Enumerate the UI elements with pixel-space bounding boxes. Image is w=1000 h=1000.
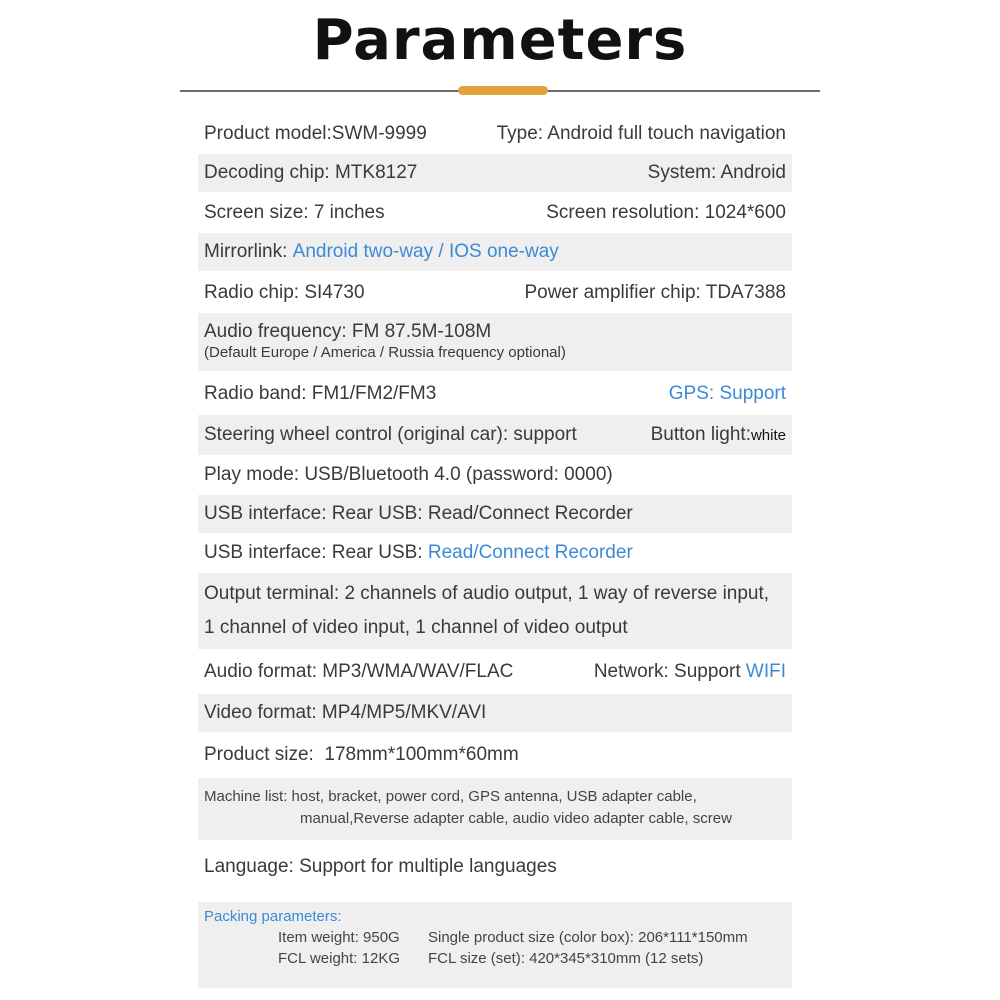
row-radio-amp [198, 274, 792, 312]
button-light [651, 424, 786, 447]
machine-list-line-2: manual,Reverse adapter cable, audio video adapter cable, screw [300, 810, 732, 827]
gps-support: GPS: Support [668, 382, 786, 404]
item-weight: Item weight: 950G [278, 929, 400, 946]
product-size: Product size: 178mm*100mm*60mm [204, 743, 519, 765]
row-steering-light [198, 415, 792, 455]
fcl-size: FCL size (set): 420*345*310mm (12 sets) [428, 950, 704, 967]
row-output-terminal [198, 573, 792, 649]
packing-heading: Packing parameters: [204, 908, 342, 925]
mirrorlink-value: Android two-way / IOS one-way [292, 240, 559, 262]
screen-resolution: Screen resolution: 1024*600 [546, 201, 786, 223]
network-label: Network: Support [593, 660, 746, 682]
audio-format: Audio format: MP3/WMA/WAV/FLAC [204, 660, 514, 682]
title-accent-bar [458, 86, 548, 95]
radio-chip: Radio chip: SI4730 [204, 281, 365, 303]
network [594, 661, 786, 684]
row-play-mode [198, 456, 792, 494]
steering-wheel-control: Steering wheel control (original car): support [204, 423, 577, 445]
radio-band: Radio band: FM1/FM2/FM3 [204, 382, 437, 404]
row-audio-network [198, 652, 792, 692]
language: Language: Support for multiple languages [204, 855, 557, 877]
row-machine-list [198, 778, 792, 840]
packing-section [198, 902, 792, 988]
button-light-label: Button light: [650, 423, 751, 445]
usb-interface-1: USB interface: Rear USB: Read/Connect Recorder [204, 502, 633, 524]
video-format: Video format: MP4/MP5/MKV/AVI [204, 701, 487, 723]
decoding-chip: Decoding chip: MTK8127 [204, 161, 418, 183]
power-amplifier: Power amplifier chip: TDA7388 [524, 281, 786, 303]
play-mode: Play mode: USB/Bluetooth 4.0 (password: 0000) [204, 463, 613, 485]
button-light-value: white [750, 426, 786, 444]
row-video-format [198, 694, 792, 732]
row-product-size [198, 735, 792, 775]
usb-interface-2-value: Read/Connect Recorder [427, 541, 633, 563]
row-language [198, 846, 792, 888]
row-audio-frequency [198, 313, 792, 371]
product-model: Product model:SWM-9999 [204, 122, 427, 144]
packing-line-2 [204, 950, 786, 968]
network-wifi: WIFI [745, 660, 786, 682]
single-product-size: Single product size (color box): 206*111*150mm [428, 929, 748, 946]
audio-frequency: Audio frequency: FM 87.5M-108M [204, 321, 492, 342]
output-terminal-line-1: Output terminal: 2 channels of audio output, 1 way of reverse input, [204, 583, 770, 604]
row-usb-1 [198, 495, 792, 533]
page-title: Parameters [312, 8, 688, 73]
row-mirrorlink [198, 233, 792, 271]
machine-list-line-1: Machine list: host, bracket, power cord, GPS antenna, USB adapter cable, [204, 788, 697, 805]
screen-size: Screen size: 7 inches [204, 201, 385, 223]
type: Type: Android full touch navigation [496, 122, 786, 144]
row-usb-2 [198, 534, 792, 572]
usb-interface-2-label: USB interface: Rear USB: [204, 541, 428, 563]
system: System: Android [647, 161, 786, 183]
fcl-weight: FCL weight: 12KG [278, 950, 400, 967]
row-chip-system [198, 154, 792, 192]
audio-frequency-note: (Default Europe / America / Russia frequency optional) [204, 343, 566, 361]
row-screen [198, 194, 792, 232]
row-model-type [198, 116, 792, 152]
mirrorlink-label: Mirrorlink: [204, 240, 293, 262]
packing-line-1 [204, 929, 786, 947]
output-terminal-line-2: 1 channel of video input, 1 channel of video output [204, 617, 628, 638]
row-band-gps [198, 375, 792, 413]
